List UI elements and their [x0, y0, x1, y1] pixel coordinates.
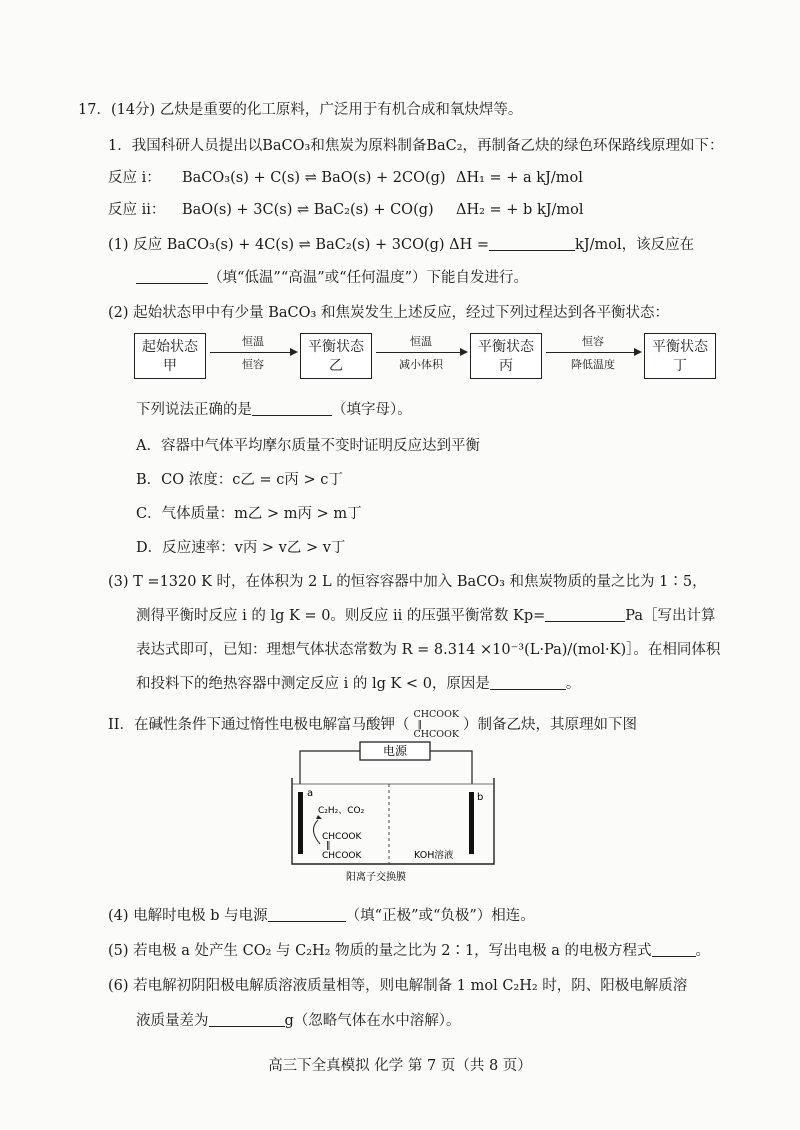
q2-option-d: D．反应速率：v丙 > v乙 > v丁 [136, 540, 346, 556]
q1-answer-blank[interactable] [489, 236, 575, 251]
fumarate-bottom: CHCOOK [413, 729, 459, 740]
electrode-a-label: a [307, 788, 314, 799]
flow-a3-bottom: 降低温度 [571, 358, 615, 371]
reaction-ii-equation: BaO(s) + 3C(s) ⇌ BaC₂(s) + CO(g) [182, 202, 434, 218]
wire-left [300, 751, 360, 784]
part2-text-b: ）制备乙炔，其原理如下图 [462, 717, 637, 733]
flow-arrow-2 [376, 333, 466, 372]
q3-line4 [136, 674, 580, 694]
q2-prompt-b: （填字母）。 [332, 402, 412, 418]
q2-option-c: C．气体质量：m乙 > m丙 > m丁 [136, 506, 362, 522]
electrode-b-label: b [477, 792, 484, 803]
q3-kp-blank[interactable] [545, 607, 625, 622]
flow-s3-line1: 平衡状态 [652, 339, 708, 355]
q3-line4-b: 。 [565, 676, 581, 692]
q1-temp-blank[interactable] [136, 269, 208, 284]
cell-fumarate-bottom: CHCOOK [322, 851, 362, 861]
flow-a2-bottom: 减小体积 [399, 358, 443, 371]
q6-answer-blank[interactable] [209, 1012, 285, 1027]
reaction-i-label: 反应 i： [108, 170, 161, 186]
gas-products-label: C₂H₂、CO₂ [318, 806, 365, 816]
part2-line [108, 710, 637, 740]
fumarate-double-bond: ‖ [417, 719, 423, 730]
q3-line3: 表达式即可，已知：理想气体状态常数为 R = 8.314 ×10⁻³(L·Pa)/(mol·K)］。在相同体积 [136, 642, 721, 658]
q2-prompt-a: 下列说法正确的是 [136, 402, 252, 418]
q1-text-c: （填“低温”“高温”或“任何温度”）下能自发进行。 [208, 270, 528, 286]
flow-s0-line1: 起始状态 [142, 339, 198, 355]
flow-s0-line2: 甲 [163, 358, 177, 374]
q5-line [108, 941, 710, 961]
flow-s2-line1: 平衡状态 [478, 339, 534, 355]
flow-state-initial [134, 333, 206, 379]
q4-line [108, 906, 535, 926]
membrane-label: 阳离子交换膜 [346, 872, 406, 883]
q1-text-b: kJ/mol，该反应在 [575, 237, 695, 253]
flow-state-ding [644, 333, 716, 379]
flow-s2-line2: 丙 [499, 358, 513, 374]
q5-answer-blank[interactable] [652, 942, 696, 957]
flow-a1-bottom: 恒容 [242, 358, 264, 371]
flow-s1-line1: 平衡状态 [308, 339, 364, 355]
page-footer: 高三下全真模拟 化学 第 7 页（共 8 页） [268, 1058, 532, 1074]
part1-intro: 1．我国科研人员提出以BaCO₃和焦炭为原料制备BaC₂，再制备乙炔的绿色环保路线原理如下： [108, 138, 724, 154]
q4-answer-blank[interactable] [268, 907, 346, 922]
q6-line2 [136, 1011, 461, 1031]
q3-line1: (3) T =1320 K 时，在体积为 2 L 的恒容容器中加入 BaCO₃ 和焦炭物质的量之比为 1∶5， [108, 574, 707, 590]
q2-line1: (2) 起始状态甲中有少量 BaCO₃ 和焦炭发生上述反应，经过下列过程达到各平衡状态： [108, 305, 669, 321]
q3-line2-a: 测得平衡时反应 i 的 lg K = 0。则反应 ii 的压强平衡常数 Kp= [136, 608, 546, 624]
q2-option-a: A．容器中气体平均摩尔质量不变时证明反应达到平衡 [136, 438, 480, 454]
reaction-i-enthalpy: ΔH₁ = + a kJ/mol [456, 170, 583, 186]
electrolysis-cell-diagram [286, 740, 516, 890]
flow-a2-top: 恒温 [410, 335, 432, 348]
power-source-label: 电源 [382, 744, 408, 758]
fumarate-top: CHCOOK [413, 709, 459, 720]
q3-line2-b: Pa［写出计算 [625, 608, 716, 624]
reaction-i-equation: BaCO₃(s) + C(s) ⇌ BaO(s) + 2CO(g) [182, 170, 446, 186]
q2-prompt [136, 400, 412, 420]
electrode-b [469, 792, 474, 854]
koh-solution-label: KOH溶液 [414, 850, 454, 861]
cell-fumarate-double-bond: ‖ [326, 841, 331, 851]
reaction-ii-label: 反应 ii： [108, 202, 166, 218]
q4-text-b: （填“正极”或“负极”）相连。 [345, 908, 535, 924]
q3-reason-blank[interactable] [490, 675, 566, 690]
q2-option-b: B．CO 浓度：c乙 = c丙 > c丁 [136, 472, 343, 488]
q6-text-b: g（忽略气体在水中溶解）。 [284, 1013, 461, 1029]
q3-line4-a: 和投料下的绝热容器中测定反应 i 的 lg K < 0，原因是 [136, 676, 490, 692]
flow-state-bing [470, 333, 542, 379]
flow-arrow-3 [546, 333, 640, 372]
q6-text-a: 液质量差为 [136, 1013, 209, 1029]
q5-text-b: 。 [695, 943, 711, 959]
flow-a1-top: 恒温 [242, 335, 264, 348]
electrode-a [298, 792, 303, 854]
flow-state-yi [300, 333, 372, 379]
question-header: 17．(14分) 乙炔是重要的化工原料，广泛用于有机合成和氧炔焊等。 [78, 102, 523, 118]
part2-text-a: II．在碱性条件下通过惰性电极电解富马酸钾（ [108, 717, 410, 733]
flow-s3-line2: 丁 [673, 358, 687, 374]
q1-line2 [136, 268, 528, 288]
wire-right [430, 751, 472, 784]
q3-line2 [136, 606, 716, 626]
q6-line1: (6) 若电解初阴阳极电解质溶液质量相等，则电解制备 1 mol C₂H₂ 时，阴、阳极电解质溶 [108, 978, 688, 994]
flow-a3-top: 恒容 [582, 335, 604, 348]
flow-arrow-1 [210, 333, 296, 372]
q1-line1 [108, 235, 694, 255]
q5-text-a: (5) 若电极 a 处产生 CO₂ 与 C₂H₂ 物质的量之比为 2∶1，写出电极 a 的电极方程式 [108, 943, 652, 959]
q4-text-a: (4) 电解时电极 b 与电源 [108, 908, 268, 924]
cell-fumarate-top: CHCOOK [322, 832, 362, 842]
flow-s1-line2: 乙 [329, 358, 343, 374]
reaction-ii-enthalpy: ΔH₂ = + b kJ/mol [456, 202, 584, 218]
fumarate-structure [413, 710, 459, 740]
reaction-arrow [313, 820, 320, 844]
q1-text-a: (1) 反应 BaCO₃(s) + 4C(s) ⇌ BaC₂(s) + 3CO(g) ΔH = [108, 237, 490, 253]
q2-answer-blank[interactable] [252, 401, 332, 416]
